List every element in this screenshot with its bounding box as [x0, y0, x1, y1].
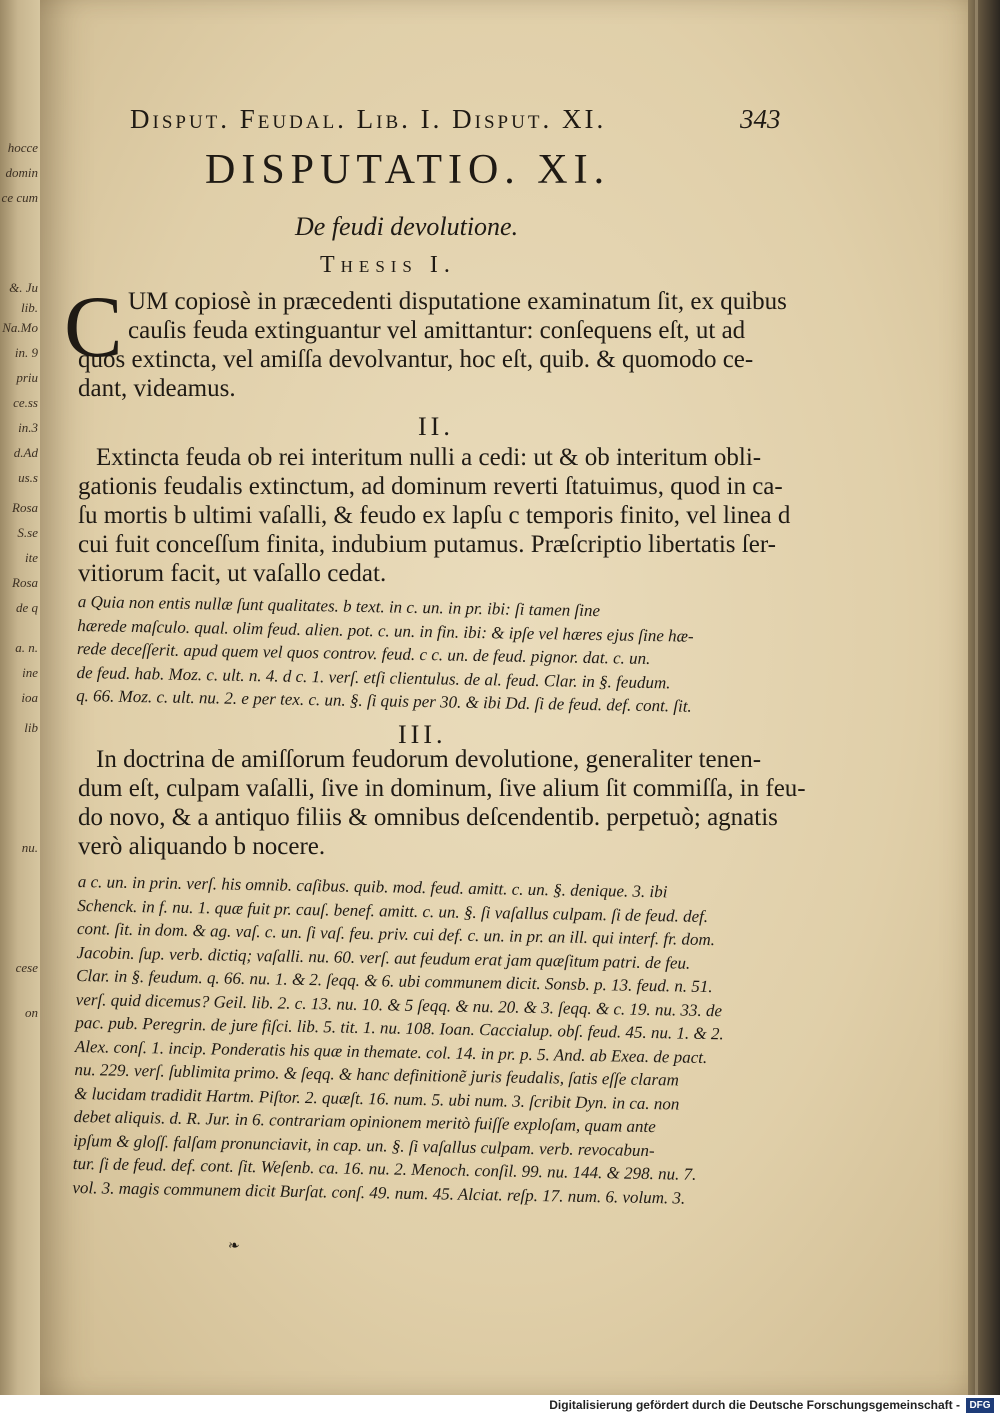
thesis-2-numeral: II. [418, 412, 454, 441]
thesis-3-paragraph [78, 745, 806, 861]
prev-page-fragment: in.3 [18, 420, 38, 435]
page-stack-line [975, 0, 978, 1395]
thesis-heading: Thesis I. [320, 252, 456, 278]
dfg-logo-icon: DFG [966, 1398, 994, 1413]
text-line: In doctrina de amiſſorum feudorum devolutione, generaliter tenen- [96, 746, 762, 773]
footnote-line: Schenck. in f. nu. 1. quæ fuit pr. cauſ. benef. amitt. c. un. §. ſi vaſallus culpam. ſi de feud. def. [77, 895, 709, 926]
thesis-3-footnotes [72, 870, 726, 1210]
footnote-line: & lucidam tradidit Hartm. Piſtor. 2. quæſt. 16. num. 5. ubi num. 3. ſcribit Dyn. in ca. non [73, 1083, 680, 1114]
footnote-line: tur. ſi de feud. def. cont. ſit. Weſenb. ca. 16. nu. 2. Menoch. conſil. 99. nu. 144. & 298. nu. 7. [72, 1153, 697, 1184]
prev-page-fragment: ce cum [1, 190, 38, 205]
running-head: Disput. Feudal. Lib. I. Disput. XI. [130, 104, 607, 134]
footnote-line: Clar. in §. feudum. q. 66. nu. 1. & 2. ſeqq. & 6. ubi communem dicit. Sonsb. p. 13. feud. n. 51. [75, 965, 713, 997]
prev-page-fragment: &. Ju [9, 280, 38, 295]
footnote-line: pac. pub. Peregrin. de jure fiſci. lib. 5. tit. 1. nu. 108. Ioan. Caccialup. obſ. feud. 45. nu. 1. & 2. [75, 1012, 724, 1044]
footnote-line: Alex. conſ. 1. incip. Ponderatis his quæ in themate. col. 14. in pr. p. 5. And. ab Exea. de pact. [74, 1036, 708, 1067]
text-line: vitiorum facit, ut vaſallo cedat. [78, 560, 387, 587]
text-line: gationis feudalis extinctum, ad dominum reverti ſtatuimus, quod in ca- [78, 473, 783, 500]
text-line: do novo, & a antiquo filiis & omnibus deſcendentib. perpetuò; agnatis [78, 804, 778, 831]
footnote-line: a c. un. in prin. verſ. his omnib. caſibus. quib. mod. feud. amitt. c. un. §. denique. 3. ibi [77, 871, 668, 902]
text-line: cauſis feuda extinguantur vel amittantur: conſequens eſt, ut ad [128, 317, 746, 344]
prev-page-fragment: domin [5, 165, 38, 180]
printer-ornament: ❧ [228, 1239, 240, 1254]
drop-cap: C [64, 279, 123, 376]
footnote-line: Jacobin. ſup. verb. dictiq; vaſalli. nu. 60. verſ. aut feudum erat jam quæſitum patri. de feu. [76, 942, 691, 973]
footnote-line: nu. 229. verſ. ſublimita primo. & ſeqq. & hanc definitionẽ juris feudalis, ſatis eſſe claram [74, 1059, 679, 1090]
footnote-line: cont. ſit. in dom. & ag. vaſ. c. un. ſi vaſ. feu. priv. cui def. c. un. in pr. an ill. qui interf. fr. dom. [76, 918, 716, 950]
digitization-footer [0, 1395, 1000, 1417]
funding-credit: Digitalisierung gefördert durch die Deutsche Forschungsgemeinschaft - [549, 1398, 960, 1412]
footnote-line: q. 66. Moz. c. ult. nu. 2. e per tex. c. un. §. ſi quis per 30. & ibi Dd. ſi de feud. def. cont. ſit. [75, 685, 692, 716]
text-line: UM copiosè in præcedenti disputatione examinatum ſit, ex quibus [128, 288, 787, 315]
page-stack-edge [968, 0, 1000, 1395]
prev-page-fragment: de q [15, 600, 38, 615]
prev-page-fragment: in. 9 [14, 345, 38, 360]
text-line: verò aliquando b nocere. [78, 833, 326, 860]
previous-page-edge [0, 0, 40, 1395]
prev-page-fragment: d.Ad [13, 445, 38, 460]
footnote-line: debet aliquis. d. R. Jur. in 6. contrariam opinionem meritò fuiſſe exploſam, quam ante [73, 1106, 656, 1137]
chapter-title: DISPUTATIO. XI. [205, 147, 611, 193]
prev-page-fragment: Na.Mo [2, 320, 38, 335]
prev-page-fragment: lib [24, 720, 38, 735]
text-line: cui fuit conceſſum finita, indubium putamus. Præſcriptio libertatis ſer- [78, 531, 776, 558]
page-number: 343 [740, 104, 781, 134]
footnote-line: rede deceſſerit. apud quem vel quos controv. feud. c c. un. de feud. pignor. dat. c. un. [76, 638, 651, 668]
prev-page-fragment: Rosa [12, 575, 38, 590]
prev-page-fragment: priu [16, 370, 38, 385]
prev-page-fragment: on [25, 1005, 38, 1020]
prev-page-fragment: a. n. [15, 640, 38, 655]
footnote-line: a Quia non entis nullæ ſunt qualitates. b text. in c. un. in pr. ibi: ſi tamen ſine [77, 591, 601, 621]
prev-page-fragment: nu. [21, 840, 38, 855]
thesis-3-numeral: III. [398, 720, 447, 749]
text-line: Extincta feuda ob rei interitum nulli a cedi: ut & ob interitum obli- [96, 444, 762, 471]
footnote-line: vol. 3. magis communem dicit Burſat. conſ. 49. num. 45. Alciat. reſp. 17. num. 6. volum. 3. [72, 1177, 686, 1208]
prev-page-fragment: ioa [21, 690, 38, 705]
footnote-line: ipſum & gloſſ. falſam pronunciavit, in cap. un. §. ſi vaſallus culpam. verb. revocabun- [73, 1130, 655, 1160]
text-line: dant, videamus. [78, 375, 236, 402]
thesis-2-footnotes [76, 590, 694, 718]
prev-page-fragment: hocce [7, 140, 38, 155]
prev-page-fragment: ine [22, 665, 38, 680]
text-line: ſu mortis b ultimi vaſalli, & feudo ex lapſu c temporis finito, vel linea d [78, 502, 791, 529]
text-line: quos extincta, vel amiſſa devolvantur, hoc eſt, quib. & quomodo ce- [78, 346, 754, 373]
prev-page-fragment: cese [15, 960, 38, 975]
prev-page-fragment: ce.ss [13, 395, 38, 410]
section-subtitle: De feudi devolutione. [295, 212, 519, 241]
prev-page-fragment: ite [25, 550, 38, 565]
prev-page-fragment: lib. [21, 300, 38, 315]
thesis-2-paragraph [78, 443, 790, 588]
footnote-line: hærede maſculo. qual. olim feud. alien. pot. c. un. in fin. ibi: & ipſe vel hæres ejus ſine hæ- [77, 615, 694, 646]
prev-page-fragment: Rosa [12, 500, 38, 515]
prev-page-fragment: S.se [17, 525, 38, 540]
footnote-line: de feud. hab. Moz. c. ult. n. 4. d c. 1. verſ. etſi clientulus. de al. feud. Clar. in §. feudum. [76, 662, 671, 692]
prev-page-fragment: us.s [18, 470, 38, 485]
thesis-1-paragraph [78, 287, 787, 403]
footnote-line: verſ. quid dicemus? Geil. lib. 2. c. 13. nu. 10. & 5 ſeqq. & nu. 20. & 3. ſeqq. & c. 19. nu. 33. de [75, 989, 723, 1020]
text-line: dum eſt, culpam vaſalli, ſive in dominum, ſive alium ſit commiſſa, in feu- [78, 775, 806, 802]
